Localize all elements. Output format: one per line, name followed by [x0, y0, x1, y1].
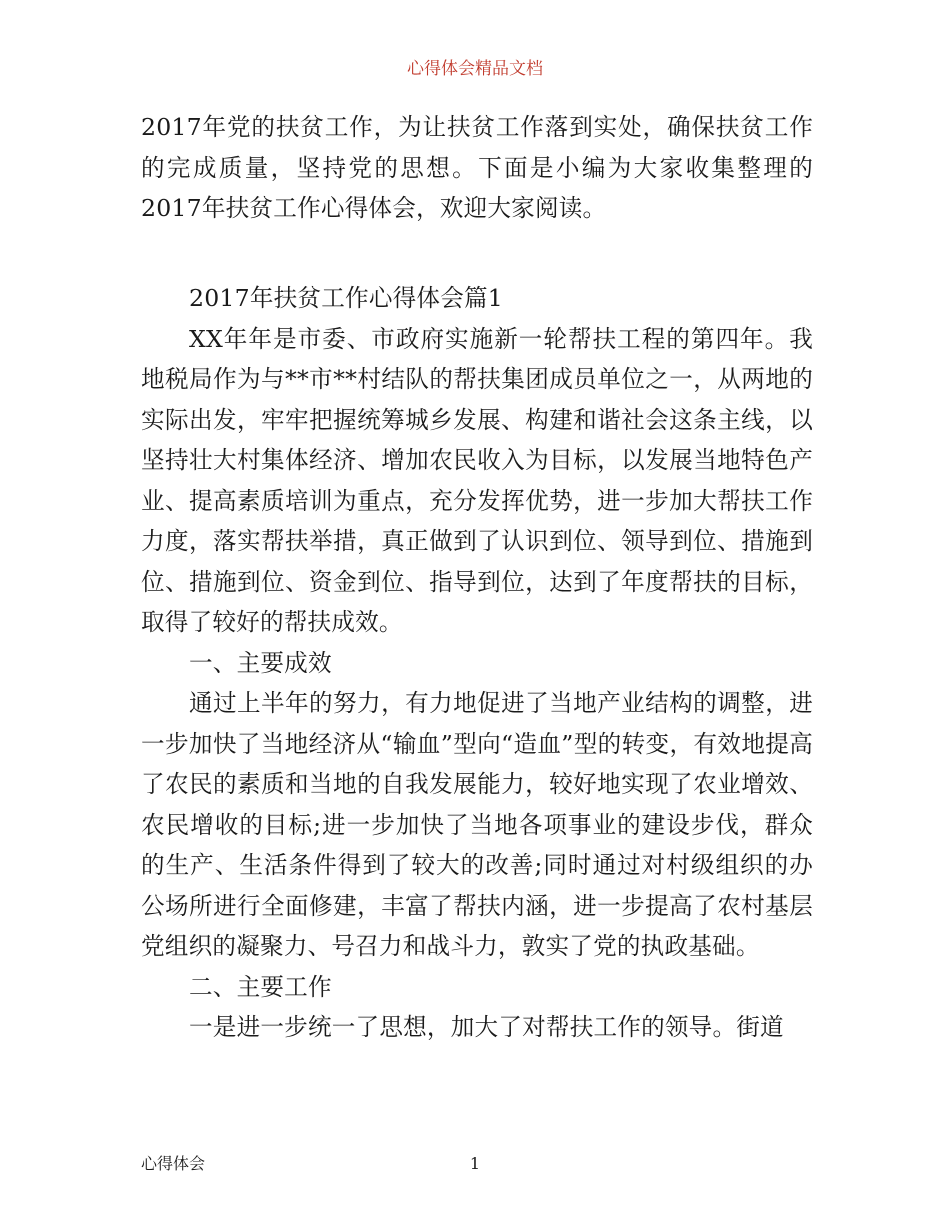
intro-paragraph: 2017年党的扶贫工作，为让扶贫工作落到实处，确保扶贫工作的完成质量，坚持党的思想。下面是小编为大家收集整理的2017年扶贫工作心得体会，欢迎大家阅读。 [141, 113, 813, 222]
section-paragraph-2: 一是进一步统一了思想，加大了对帮扶工作的领导。街道 [189, 1013, 784, 1041]
section-paragraph-1: 通过上半年的努力，有力地促进了当地产业结构的调整，进一步加快了当地经济从“输血”型向“造血”型的转变，有效地提高了农民的素质和当地的自我发展能力，较好地实现了农业增效、农民增收的目标;进一步加快了当地各项事业的建设步伐，群众的生产、生活条件得到了较大的改善;同时通过对村级组织的办公场所进行全面修建，丰富了帮扶内涵，进一步提高了农村基层党组织的凝聚力、号召力和战斗力，敦实了党的执政基础。 [141, 689, 813, 960]
footer-label: 心得体会 [141, 1154, 206, 1173]
article-title: 2017年扶贫工作心得体会篇1 [189, 284, 503, 312]
intro-block [141, 107, 813, 229]
article-paragraph-1: XX年年是市委、市政府实施新一轮帮扶工程的第四年。我地税局作为与**市**村结队的帮扶集团成员单位之一，从两地的实际出发，牢牢把握统筹城乡发展、构建和谐社会这条主线，以坚持壮大村集体经济、增加农民收入为目标，以发展当地特色产业、提高素质培训为重点，充分发挥优势，进一步加大帮扶工作力度，落实帮扶举措，真正做到了认识到位、领导到位、措施到位、措施到位、资金到位、指导到位，达到了年度帮扶的目标，取得了较好的帮扶成效。 [141, 324, 813, 636]
article-body [141, 278, 813, 1048]
page-header: 心得体会精品文档 [407, 59, 543, 79]
section-heading-2: 二、主要工作 [189, 972, 332, 1001]
page-number: 1 [469, 1154, 481, 1173]
section-heading-1: 一、主要成效 [189, 648, 332, 677]
